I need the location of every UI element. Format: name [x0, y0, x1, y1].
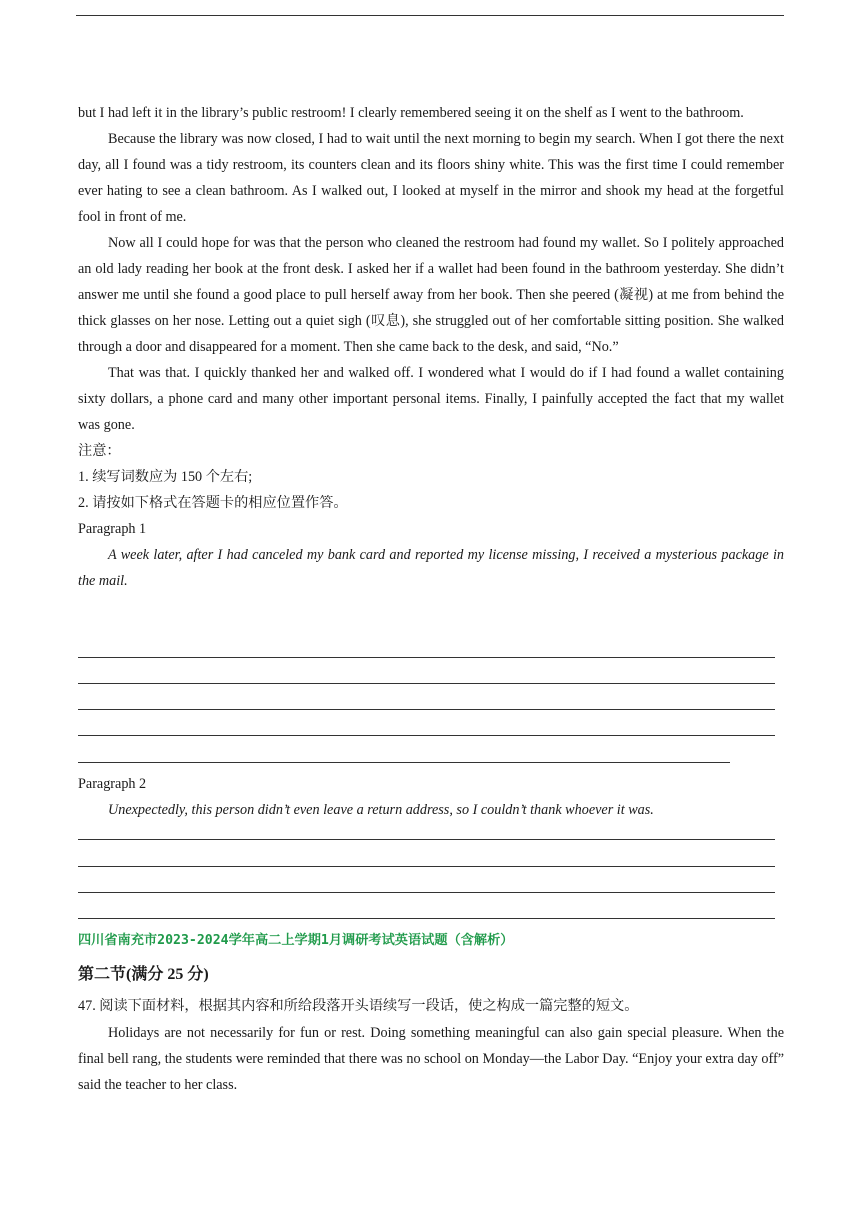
- answer-line[interactable]: [78, 735, 775, 736]
- answer-line[interactable]: [78, 892, 775, 893]
- paragraph1-prompt: A week later, after I had canceled my bank card and reported my license missing, I received a mysterious package in the mail.: [78, 547, 784, 589]
- story-paragraph-2: Now all I could hope for was that the person who cleaned the restroom had found my wallet. So I politely approached an old lady reading her book at the front desk. I asked her if a wallet had been found in the bathroom yesterday. She didn’t answer me until she found a good place to pull herself away from her book. Then she peered (凝视) at me from behind the thick glasses on her nose. Letting out a quiet sigh (叹息), she struggled out of her comfortable sitting position. She walked through a door and disappeared for a moment. Then she came back to the desk, and said, “No.”: [78, 235, 784, 355]
- question-passage: Holidays are not necessarily for fun or rest. Doing something meaningful can also gain special pleasure. When the final bell rang, the students were reminded that there was no school on Monday—the Labor Day. “Enjoy your extra day off” said the teacher to her class.: [78, 1025, 784, 1093]
- story-passage: [78, 100, 784, 594]
- paragraph2-prompt: Unexpectedly, this person didn’t even leave a return address, so I couldn’t thank whoever it was.: [108, 802, 654, 818]
- answer-line[interactable]: [78, 866, 775, 867]
- story-paragraph-0: but I had left it in the library’s public restroom! I clearly remembered seeing it on the shelf as I went to the bathroom.: [78, 105, 744, 121]
- answer-line[interactable]: [78, 762, 730, 763]
- paragraph2-label: Paragraph 2: [78, 776, 147, 792]
- answer-line[interactable]: [78, 918, 775, 919]
- header-rule: [76, 15, 784, 16]
- question-instruction: 47. 阅读下面材料，根据其内容和所给段落开头语续写一段话，使之构成一篇完整的短文。: [78, 998, 639, 1014]
- story-paragraph-3: That was that. I quickly thanked her and walked off. I wondered what I would do if I had found a wallet containing sixty dollars, a phone card and many other important personal items. Finally, I painfully accepted the fact that my wallet was gone.: [78, 365, 784, 433]
- note-item-2: 2. 请按如下格式在答题卡的相应位置作答。: [78, 495, 348, 511]
- note-item-1: 1. 续写词数应为 150 个左右;: [78, 469, 253, 485]
- answer-line[interactable]: [78, 839, 775, 840]
- answer-line[interactable]: [78, 683, 775, 684]
- source-title: 四川省南充市2023-2024学年高二上学期1月调研考试英语试题（含解析）: [78, 933, 514, 948]
- section-title: 第二节(满分 25 分): [78, 966, 209, 983]
- answer-line[interactable]: [78, 657, 775, 658]
- notes-heading: 注意：: [78, 443, 121, 459]
- story-paragraph-1: Because the library was now closed, I had to wait until the next morning to begin my search. When I got there the next day, all I found was a tidy restroom, its counters clean and its floors shiny white. This was the first time I could remember ever hating to see a clean bathroom. As I walked out, I looked at myself in the mirror and shook my head at the forgetful fool in front of me.: [78, 131, 784, 225]
- paragraph1-label: Paragraph 1: [78, 521, 147, 537]
- answer-line[interactable]: [78, 709, 775, 710]
